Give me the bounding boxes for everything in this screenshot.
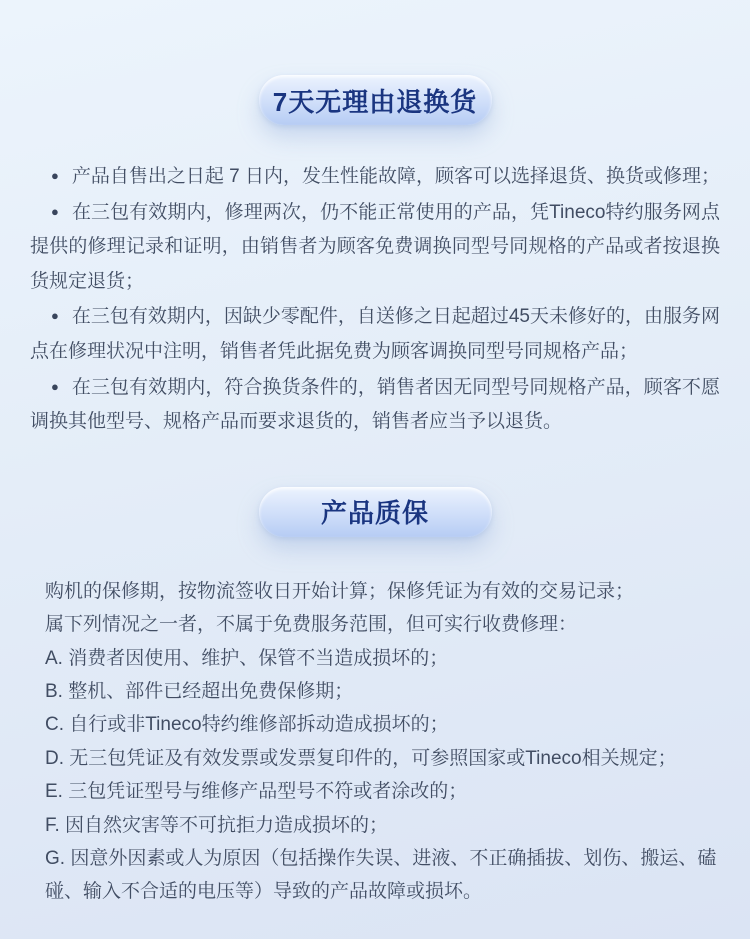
return-policy-title-badge (259, 75, 492, 125)
return-policy-item-text: 产品自售出之日起 7 日内，发生性能故障，顾客可以选择退货、换货或修理； (71, 166, 720, 187)
return-policy-title: 7天无理由退换货 (272, 86, 478, 117)
return-policy-badge-row (0, 0, 750, 125)
return-policy-item-text: 在三包有效期内，因缺少零配件，自送修之日起超过45天未修好的，由服务网点在修理状况中注明，销售者凭此据免费为顾客调换同型号同规格产品； (30, 306, 720, 362)
warranty-line: F. 因自然灾害等不可抗拒力造成损坏的； (45, 814, 389, 836)
return-policy-item-text: 在三包有效期内，符合换货条件的，销售者因无同型号同规格产品，顾客不愿调换其他型号、规格产品而要求退货的，销售者应当予以退货。 (30, 376, 720, 433)
warranty-line: A. 消费者因使用、维护、保管不当造成损坏的； (45, 647, 449, 669)
warranty-line: 购机的保修期，按物流签收日开始计算；保修凭证为有效的交易记录； (45, 580, 635, 602)
bullet-dot-icon: ● (51, 203, 59, 219)
bullet-dot-icon: ● (51, 308, 59, 324)
return-policy-list (0, 159, 750, 440)
return-policy-item (30, 195, 720, 300)
return-policy-item-text: 在三包有效期内，修理两次，仍不能正常使用的产品，凭Tineco特约服务网点提供的修理记录和证明，由销售者为顾客免费调换同型号同规格的产品或者按退换货规定退货； (30, 201, 720, 292)
warranty-title-badge (259, 487, 492, 537)
warranty-list (45, 575, 720, 909)
return-policy-item (30, 159, 720, 195)
warranty-title: 产品质保 (320, 498, 429, 529)
return-policy-item (30, 299, 720, 369)
bullet-dot-icon: ● (51, 378, 59, 394)
warranty-line: E. 三包凭证型号与维修产品型号不符或者涂改的； (45, 781, 468, 803)
warranty-line: G. 因意外因素或人为原因（包括操作失误、进液、不正确插拔、划伤、搬运、磕碰、输入不合适的电压等）导致的产品故障或损坏。 (45, 848, 717, 903)
bullet-dot-icon: ● (51, 168, 59, 183)
warranty-line: C. 自行或非Tineco特约维修部拆动造成损坏的； (45, 714, 449, 736)
warranty-line: D. 无三包凭证及有效发票或发票复印件的，可参照国家或Tineco相关规定； (45, 747, 677, 769)
warranty-badge-row (0, 487, 750, 537)
return-policy-section (0, 0, 750, 440)
warranty-line: B. 整机、部件已经超出免费保修期； (45, 680, 354, 702)
return-policy-item (30, 370, 720, 440)
warranty-section (0, 487, 750, 909)
warranty-line: 属下列情况之一者，不属于免费服务范围，但可实行收费修理： (45, 614, 578, 636)
